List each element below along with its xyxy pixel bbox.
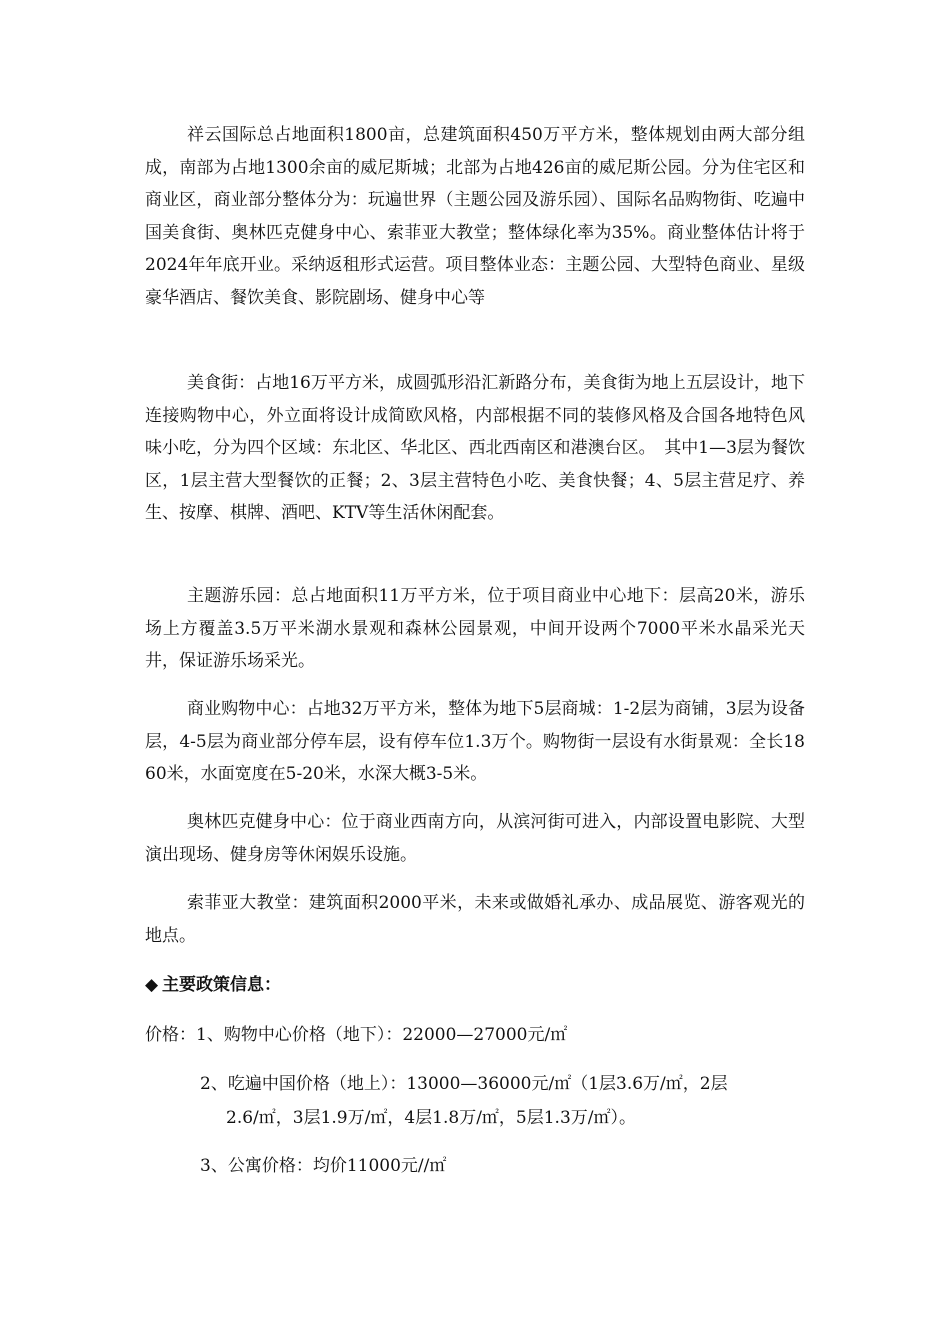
paragraph-olympic-fitness-center: 奥林匹克健身中心：位于商业西南方向，从滨河街可进入，内部设置电影院、大型演出现场、健身房等休闲娱乐设施。 [145, 812, 805, 865]
paragraph-food-street: 美食街：占地16万平方米，成圆弧形沿汇新路分布，美食街为地上五层设计，地下连接购物中心，外立面将设计成简欧风格，内部根据不同的装修风格及合国各地特色风味小吃，分为四个区域：东北区、华北区、西北西南区和港澳台区。 其中1—3层为餐饮区，1层主营大型餐饮的正餐；2、3层主营特色小吃、美食快餐；4、5层主营足疗、养生、按摩、棋牌、酒吧、KTV等生活休闲配套。 [145, 373, 805, 524]
price-item-food-street-line2: 2.6/㎡，3层1.9万/㎡，4层1.8万/㎡，5层1.3万/㎡）。 [226, 1108, 636, 1128]
paragraph-sophia-cathedral: 索菲亚大教堂：建筑面积2000平米，未来或做婚礼承办、成品展览、游客观光的地点。 [145, 893, 805, 946]
policy-heading-text: 主要政策信息： [162, 975, 281, 995]
price-item-shopping-center: 价格：1、购物中心价格（地下）：22000—27000元/㎡ [145, 1025, 568, 1045]
price-item-apartment: 3、公寓价格：均价11000元//㎡ [200, 1156, 447, 1176]
price-item-food-street-line1: 2、吃遍中国价格（地上）：13000—36000元/㎡（1层3.6万/㎡，2层 [200, 1074, 728, 1094]
paragraph-theme-park: 主题游乐园：总占地面积11万平方米，位于项目商业中心地下：层高20米，游乐场上方覆盖3.5万平米湖水景观和森林公园景观，中间开设两个7000平米水晶采光天井，保证游乐场采光。 [145, 586, 805, 672]
price-item-food-street [200, 1067, 805, 1135]
diamond-bullet-icon: ◆ [145, 975, 159, 995]
paragraph-project-overview: 祥云国际总占地面积1800亩，总建筑面积450万平方米，整体规划由两大部分组成，南部为占地1300余亩的威尼斯城；北部为占地426亩的威尼斯公园。分为住宅区和商业区，商业部分整体分为：玩遍世界（主题公园及游乐园）、国际名品购物街、吃遍中国美食街、奥林匹克健身中心、索菲亚大教堂；整体绿化率为35%。商业整体估计将于2024年年底开业。采纳返租形式运营。项目整体业态：主题公园、大型特色商业、星级豪华酒店、餐饮美食、影院剧场、健身中心等 [145, 125, 805, 308]
paragraph-shopping-center: 商业购物中心：占地32万平方米，整体为地下5层商城：1-2层为商铺，3层为设备层，4-5层为商业部分停车层，设有停车位1.3万个。购物街一层设有水街景观：全长1860米，水面宽度在5-20米，水深大概3-5米。 [145, 699, 805, 785]
policy-heading [145, 968, 281, 1002]
